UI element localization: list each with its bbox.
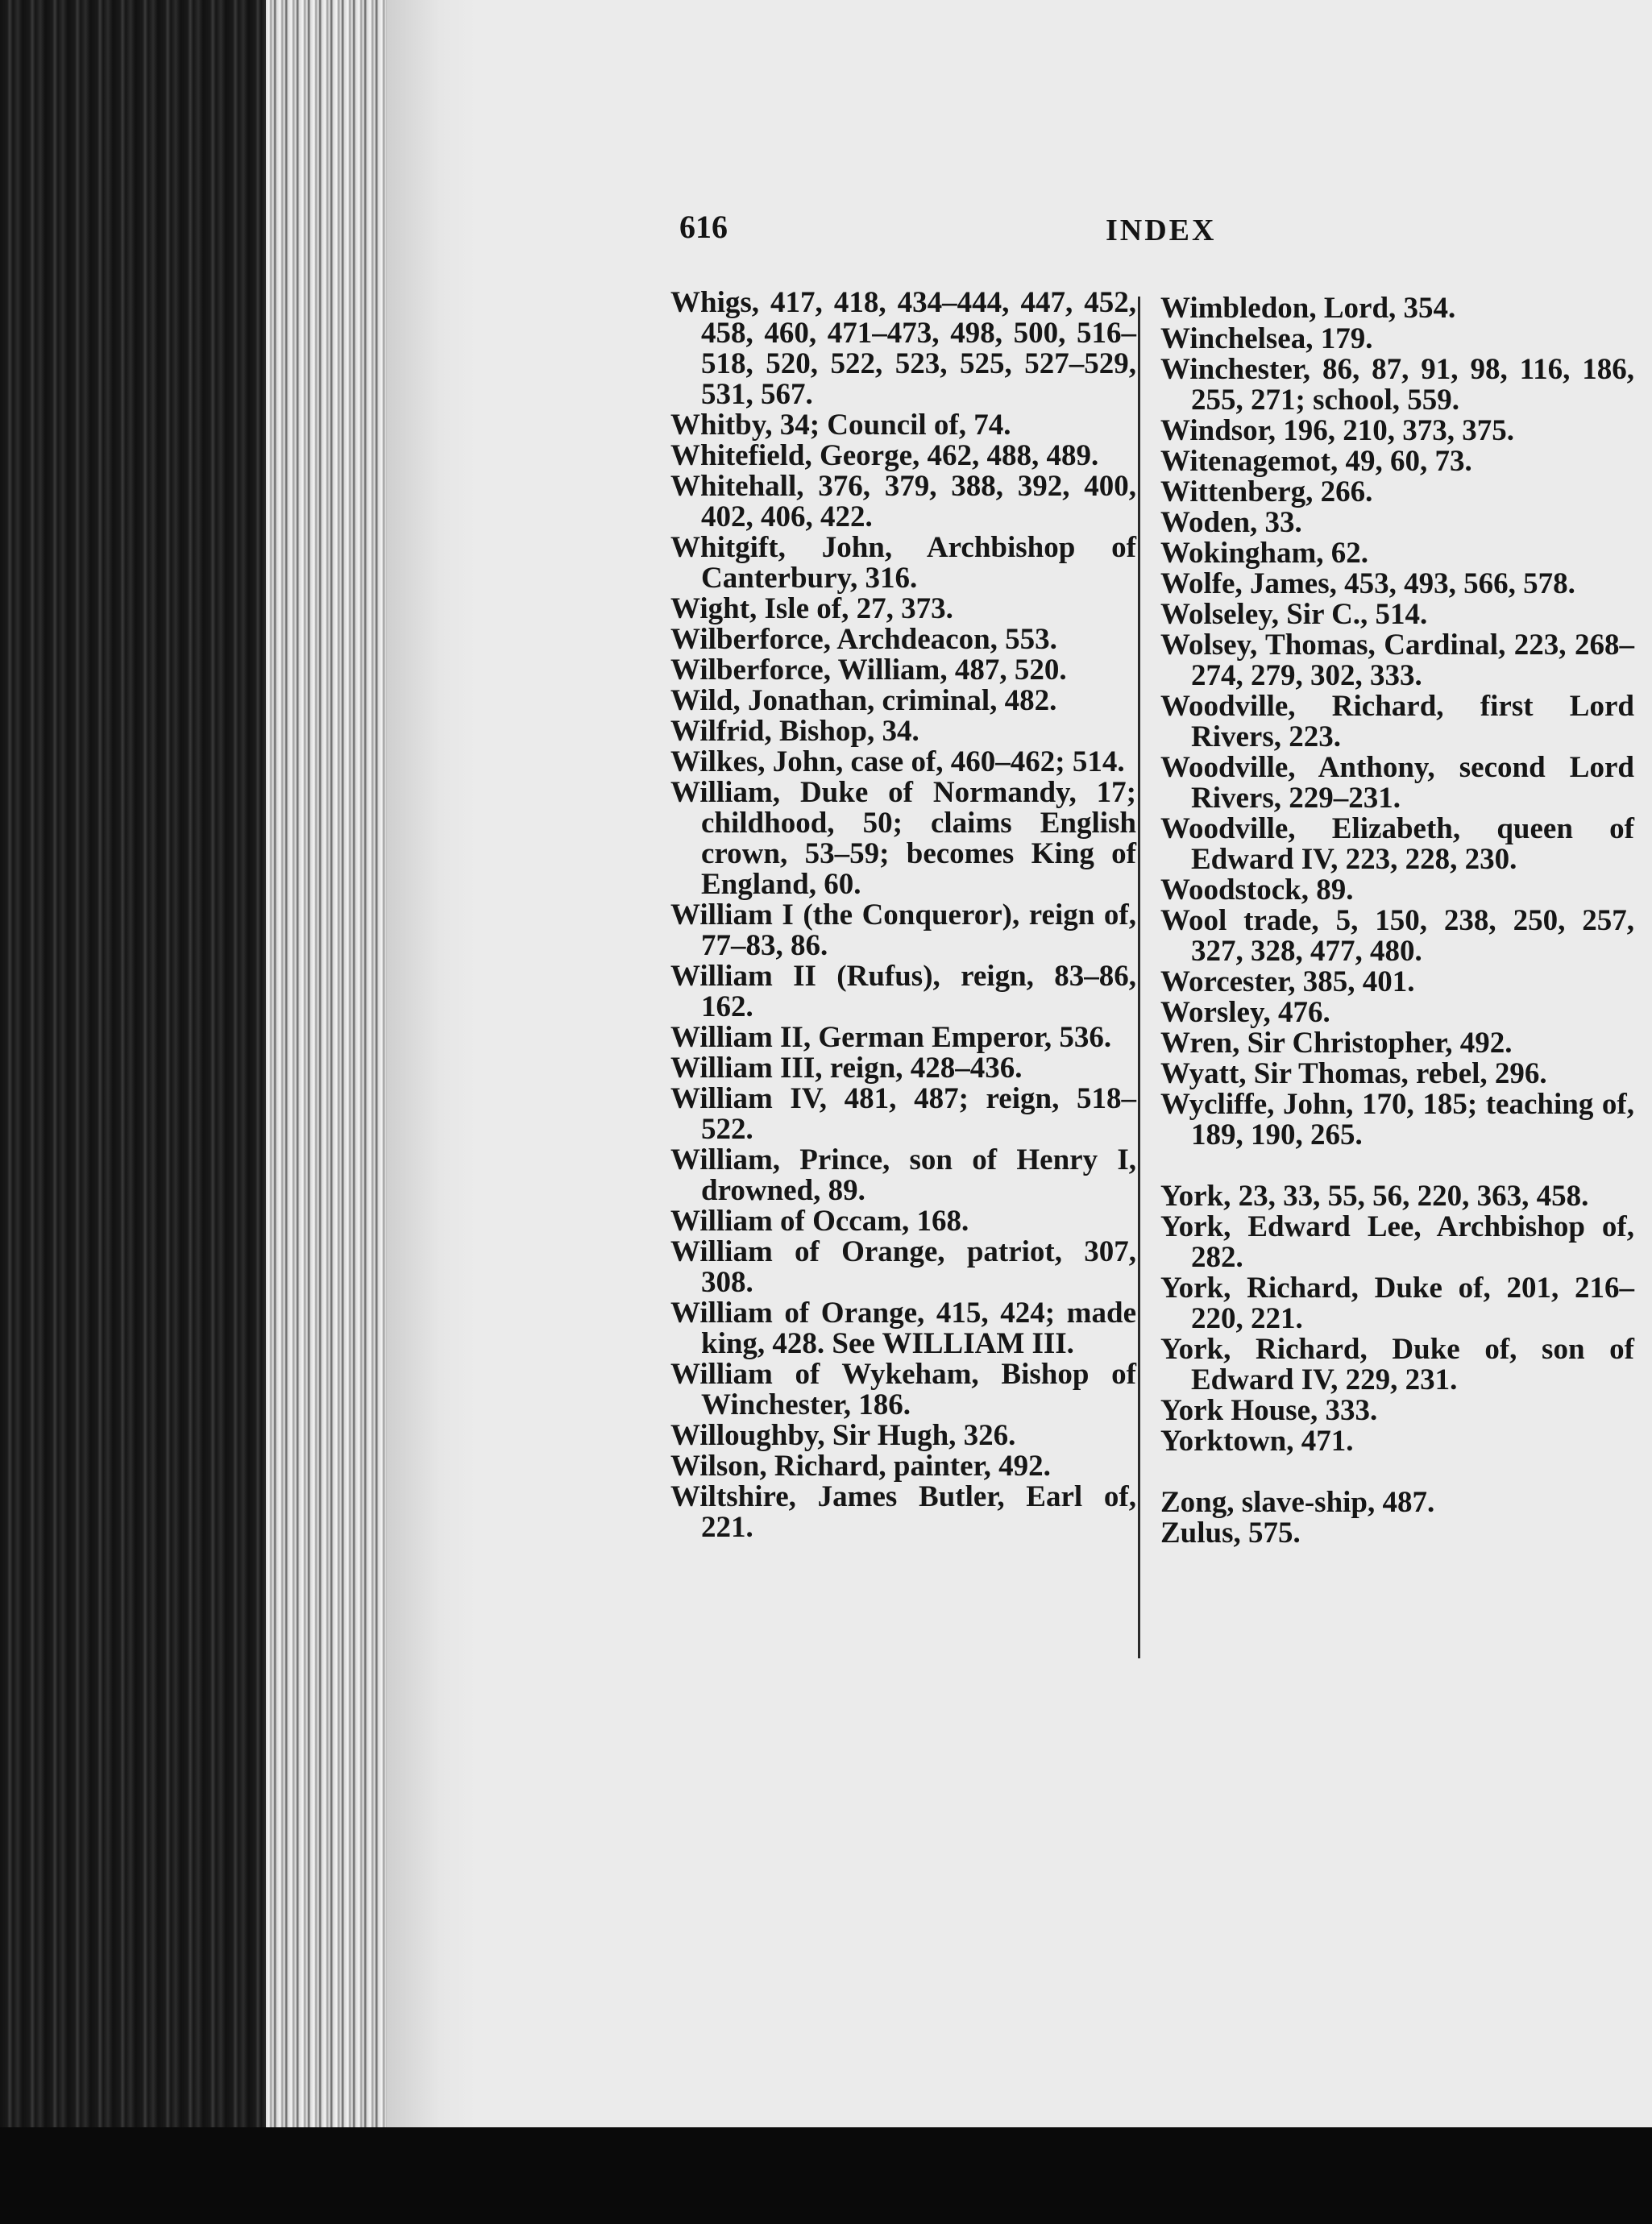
index-entry: Windsor, 196, 210, 373, 375.	[1160, 414, 1514, 447]
index-column-right	[1160, 293, 1634, 1549]
index-entry: York House, 333.	[1160, 1394, 1378, 1427]
index-entry: Wycliffe, John, 170, 185; teaching of, 189, 190, 265.	[1160, 1088, 1634, 1151]
index-entry: Wilson, Richard, painter, 492.	[670, 1450, 1051, 1483]
index-entry: Winchester, 86, 87, 91, 98, 116, 186, 255, 271; school, 559.	[1160, 353, 1634, 417]
index-entry: William II (Rufus), reign, 83–86, 162.	[670, 960, 1136, 1023]
index-entry: Wittenberg, 266.	[1160, 475, 1373, 508]
index-entry: Woodville, Anthony, second Lord Rivers, 229–231.	[1160, 751, 1634, 815]
index-entry: William I (the Conqueror), reign of, 77–83, 86.	[670, 898, 1136, 962]
index-entry: Wimbledon, Lord, 354.	[1160, 292, 1456, 325]
index-entry: Worcester, 385, 401.	[1160, 965, 1415, 998]
index-entry: Whitehall, 376, 379, 388, 392, 400, 402, 406, 422.	[670, 470, 1136, 533]
index-entry: York, 23, 33, 55, 56, 220, 363, 458.	[1160, 1180, 1589, 1213]
running-head: INDEX	[1106, 214, 1217, 247]
index-column-left	[670, 288, 1136, 1543]
column-divider	[1138, 297, 1140, 1658]
index-entry: William, Duke of Normandy, 17; childhood, 50; claims English crown, 53–59; becomes King of England, 60.	[670, 776, 1136, 901]
index-entry: William, Prince, son of Henry I, drowned, 89.	[670, 1143, 1136, 1207]
index-entry: Wilfrid, Bishop, 34.	[670, 715, 919, 748]
index-entry: William III, reign, 428–436.	[670, 1052, 1023, 1085]
index-entry: William II, German Emperor, 536.	[670, 1021, 1112, 1054]
page-number: 616	[679, 209, 728, 245]
index-entry: Woodstock, 89.	[1160, 873, 1354, 907]
index-entry: Wolsey, Thomas, Cardinal, 223, 268–274, 279, 302, 333.	[1160, 629, 1634, 692]
index-entry: Whigs, 417, 418, 434–444, 447, 452, 458, 460, 471–473, 498, 500, 516–518, 520, 522, 523, 525, 527–529, 531, 567.	[670, 286, 1136, 411]
index-entry: William of Occam, 168.	[670, 1205, 969, 1238]
index-entry: Worsley, 476.	[1160, 996, 1330, 1029]
index-entry: Whitefield, George, 462, 488, 489.	[670, 439, 1099, 472]
index-entry: Zong, slave-ship, 487.	[1160, 1486, 1435, 1519]
index-entry: York, Edward Lee, Archbishop of, 282.	[1160, 1210, 1634, 1274]
index-entry: York, Richard, Duke of, 201, 216–220, 221.	[1160, 1272, 1634, 1335]
index-entry: Woden, 33.	[1160, 506, 1302, 539]
index-entry: Wilkes, John, case of, 460–462; 514.	[670, 745, 1125, 778]
index-entry: Wolseley, Sir C., 514.	[1160, 598, 1428, 631]
index-entry: Witenagemot, 49, 60, 73.	[1160, 445, 1472, 478]
index-entry: Wolfe, James, 453, 493, 566, 578.	[1160, 567, 1575, 600]
index-entry: Wool trade, 5, 150, 238, 250, 257, 327, 328, 477, 480.	[1160, 904, 1634, 968]
index-entry: William of Wykeham, Bishop of Winchester, 186.	[670, 1358, 1136, 1421]
page-edge-strip	[266, 0, 387, 2127]
index-entry: Yorktown, 471.	[1160, 1425, 1354, 1458]
scan-bottom-border	[0, 2127, 1652, 2224]
index-entry: Wight, Isle of, 27, 373.	[670, 592, 953, 625]
index-entry: Wiltshire, James Butler, Earl of, 221.	[670, 1480, 1136, 1544]
page-gutter-shadow	[387, 0, 475, 2127]
index-entry: Woodville, Richard, first Lord Rivers, 223.	[1160, 690, 1634, 753]
index-entry: Whitby, 34; Council of, 74.	[670, 409, 1011, 442]
index-entry: Wilberforce, Archdeacon, 553.	[670, 623, 1057, 656]
index-entry: William IV, 481, 487; reign, 518–522.	[670, 1082, 1136, 1146]
index-entry: Wokingham, 62.	[1160, 537, 1369, 570]
index-entry: York, Richard, Duke of, son of Edward IV, 229, 231.	[1160, 1333, 1634, 1396]
index-entry: Wren, Sir Christopher, 492.	[1160, 1027, 1513, 1060]
index-entry: Wilberforce, William, 487, 520.	[670, 654, 1067, 687]
index-entry: Wild, Jonathan, criminal, 482.	[670, 684, 1057, 717]
index-entry: William of Orange, 415, 424; made king, 428. See WILLIAM III.	[670, 1297, 1136, 1360]
index-entry: Zulus, 575.	[1160, 1517, 1301, 1550]
index-entry: Wyatt, Sir Thomas, rebel, 296.	[1160, 1057, 1547, 1090]
index-entry: Willoughby, Sir Hugh, 326.	[670, 1419, 1016, 1452]
index-entry: Woodville, Elizabeth, queen of Edward IV, 223, 228, 230.	[1160, 812, 1634, 876]
index-entry: William of Orange, patriot, 307, 308.	[670, 1235, 1136, 1299]
index-entry: Whitgift, John, Archbishop of Canterbury, 316.	[670, 531, 1136, 595]
index-entry: Winchelsea, 179.	[1160, 322, 1373, 355]
